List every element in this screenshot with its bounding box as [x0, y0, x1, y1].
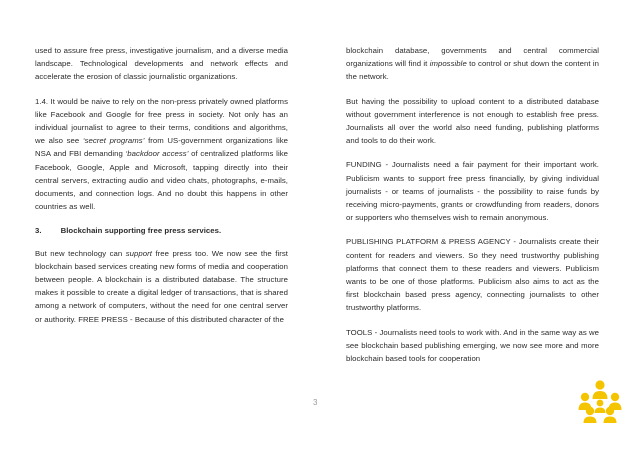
section-title: Blockchain supporting free press services. — [60, 226, 222, 236]
emphasis-text: ‘secret programs’ — [82, 136, 145, 146]
paragraph: PUBLISHING PLATFORM & PRESS AGENCY - Journalists create their content for readers and viewers. So they need trustworthy publishing platforms that connect them to these readers and viewers. Publicism wants to be one of those platforms. Publicism also aims to act as the first blockchain based press agency, connecting journalists to other trustworthy platforms. — [346, 237, 599, 313]
text-run: 1.4. It would be naive to rely on the non-press privately owned platforms like Facebook and Google for free press in society. Not only has an individual journalist to agree to their terms, conditions and algorithms, we also see — [35, 96, 288, 146]
people-group-icon — [578, 379, 622, 423]
page-number: 3 — [313, 398, 318, 407]
text-run: to control or shut down the content in the network. — [346, 59, 599, 82]
left-column — [35, 44, 288, 337]
paragraph: FUNDING - Journalists need a fair payment for their important work. Publicism wants to support free press financially, by giving individual journalists - or teams of journalists - the possibility to raise funds by receiving micro-payments, grants or crowdfunding from readers, donors or supporters who themselves wish to remain anonymous. — [346, 160, 599, 223]
right-column — [346, 44, 599, 376]
paragraph — [35, 95, 288, 214]
paragraph: TOOLS - Journalists need tools to work with. And in the same way as we see blockchain based publishing emerging, we now see more and more blockchain based tools for cooperation — [346, 327, 599, 364]
emphasis-text: ‘backdoor access’ — [125, 149, 189, 159]
text-run: from US-government organizations like NSA and FBI demanding — [35, 136, 288, 159]
text-run: But new technology can — [35, 248, 126, 258]
emphasis-text: support — [125, 248, 152, 258]
paragraph: But having the possibility to upload content to a distributed database without government interference is not enough to establish free press. Journalists all over the world also need funding, publishing platforms and tools to do their work. — [346, 96, 599, 146]
paragraph — [35, 247, 288, 326]
text-run: blockchain database, governments and central commercial organizations will find it — [346, 46, 599, 69]
paragraph — [346, 44, 599, 84]
section-number: 3. — [35, 226, 42, 236]
emphasis-text: impossible — [429, 59, 467, 69]
paragraph: used to assure free press, investigative journalism, and a diverse media landscape. Technological developments and network effects and accelerate the erosion of classic journalistic organizations. — [35, 46, 288, 82]
text-run: of centralized platforms like Facebook, Google, Apple and Microsoft, tapping directly into their central servers, extracting audio and video chats, photographs, e-mails, documents, and connection logs. And no doubt this happens in other countries as well. — [35, 149, 289, 212]
text-run: free press too. We now see the first blockchain based services creating new forms of media and cooperation between people. A blockchain is a distributed database. The structure makes it possible to create a digital ledger of transactions, that is shared among a network of computers, without the need for one central server or authority. FREE PRESS - Because of this distributed character of the — [35, 248, 289, 324]
section-heading — [35, 224, 288, 237]
